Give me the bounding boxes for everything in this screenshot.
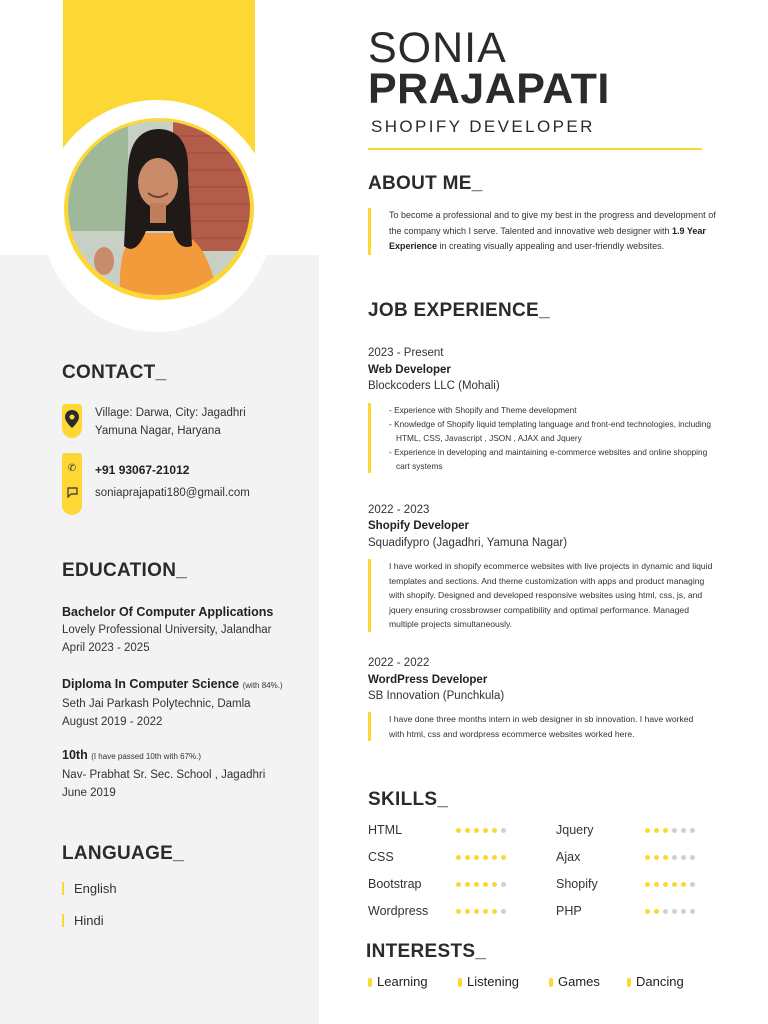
skill-dot [492,828,497,833]
skill-dot [654,882,659,887]
last-name: PRAJAPATI [368,65,610,113]
phone-number[interactable]: +91 93067-21012 [95,463,190,477]
education-item [62,746,312,802]
education-note: (with 84%.) [242,681,283,690]
skill-dot [465,882,470,887]
skill-dot [492,882,497,887]
language-item: Hindi [62,914,104,927]
skill-dot [456,909,461,914]
education-dates: August 2019 - 2022 [62,716,163,728]
experience-heading: JOB EXPERIENCE_ [368,300,550,321]
first-name: SONIA [368,24,507,72]
skill-level-dots [456,882,506,887]
skill-dot [681,855,686,860]
skill-level-dots [456,828,506,833]
skill-dot [501,882,506,887]
education-note: (I have passed 10th with 67%.) [91,752,202,761]
language-item: English [62,882,117,895]
address-line-1: Village: Darwa, City: Jagadhri [95,407,246,419]
skill-name: Jquery [556,823,594,837]
education-school: Seth Jai Parkash Polytechnic, Damla [62,698,251,710]
skills-heading: SKILLS_ [368,789,449,810]
email-address[interactable]: soniaprajapati180@gmail.com [95,487,250,499]
skill-name: PHP [556,904,582,918]
education-degree: Diploma In Computer Science [62,677,240,691]
skill-dot [501,828,506,833]
skill-dot [654,855,659,860]
skill-dot [681,909,686,914]
skill-dot [681,828,686,833]
skill-dot [474,828,479,833]
skill-dot [465,855,470,860]
skill-level-dots [456,855,506,860]
skill-dot [681,882,686,887]
skill-dot [645,882,650,887]
skill-dot [654,828,659,833]
education-school: Nav- Prabhat Sr. Sec. School , Jagadhri [62,769,266,781]
skill-name: Shopify [556,877,598,891]
skill-dot [492,855,497,860]
skill-name: Ajax [556,850,581,864]
education-school: Lovely Professional University, Jalandhar [62,624,272,636]
skill-dot [456,855,461,860]
skill-dot [690,855,695,860]
skill-dot [645,855,650,860]
skill-level-dots [645,882,695,887]
job-role: WordPress Developer [368,674,488,686]
job-dates: 2022 - 2022 [368,657,430,669]
skill-dot [645,828,650,833]
header-divider [368,148,702,150]
job-company: SB Innovation (Punchkula) [368,690,505,702]
skill-dot [483,882,488,887]
job-dates: 2022 - 2023 [368,504,430,516]
experience-highlight: 1.9 Year Experience [389,225,706,251]
job-company: Blockcoders LLC (Mohali) [368,380,500,392]
job-bullets [368,403,720,473]
skill-dot [492,909,497,914]
skill-level-dots [645,828,695,833]
job-bullet: - Experience with Shopify and Theme development [389,405,577,415]
about-heading: ABOUT ME_ [368,173,483,194]
skill-dot [483,855,488,860]
skill-dot [465,828,470,833]
skill-dot [663,909,668,914]
skill-level-dots [456,909,506,914]
job-bullet: - Knowledge of Shopify liquid templating language and front-end technologies, including HTML, CSS, Javascript , JSON , AJAX and Jquery [389,419,711,443]
skill-dot [663,855,668,860]
skill-dot [672,855,677,860]
skill-dot [654,909,659,914]
location-pin-icon [65,410,79,428]
about-text-part: To become a professional and to give my best in the progress and development of the company which I serve. Talented and innovative web designer with [389,210,716,236]
skill-level-dots [645,909,695,914]
skill-name: CSS [368,850,394,864]
skill-name: HTML [368,823,403,837]
job-dates: 2023 - Present [368,347,444,359]
skill-dot [690,909,695,914]
skill-name: Bootstrap [368,877,422,891]
skill-dot [474,909,479,914]
education-dates: June 2019 [62,787,116,799]
skill-dot [474,882,479,887]
chat-icon [66,487,78,499]
about-text-part: in creating visually appealing and user-friendly websites. [437,241,665,251]
education-degree: 10th [62,748,88,762]
skill-dot [483,909,488,914]
location-badge [62,404,82,438]
education-item [62,675,312,731]
education-heading: EDUCATION_ [62,560,188,581]
education-dates: April 2023 - 2025 [62,642,150,654]
job-bullet: - Experience in developing and maintaining e-commerce websites and online shopping cart systems [389,447,708,471]
interest-item: Games [549,974,600,989]
interest-item: Dancing [627,974,684,989]
skill-dot [456,882,461,887]
interest-item: Listening [458,974,519,989]
skill-dot [690,882,695,887]
skill-dot [690,828,695,833]
skill-name: Wordpress [368,904,429,918]
skill-dot [645,909,650,914]
phone-icon: ✆ [67,463,77,474]
skill-dot [474,855,479,860]
profile-photo [68,121,250,295]
skill-dot [663,882,668,887]
address-line-2: Yamuna Nagar, Haryana [95,425,221,437]
interests-heading: INTERESTS_ [366,941,487,962]
contact-heading: CONTACT_ [62,362,167,383]
interest-item: Learning [368,974,428,989]
skill-dot [483,828,488,833]
job-description: I have done three months intern in web designer in sb innovation. I have worked with html, css and wordpress ecommerce websites worked here. [368,712,698,741]
skill-dot [672,828,677,833]
skill-dot [663,828,668,833]
skill-dot [672,882,677,887]
skill-dot [672,909,677,914]
skill-dot [465,909,470,914]
about-text [368,208,720,255]
education-item [62,603,312,657]
education-degree: Bachelor Of Computer Applications [62,605,274,619]
skill-dot [456,828,461,833]
skill-level-dots [645,855,695,860]
language-heading: LANGUAGE_ [62,843,184,864]
skill-dot [501,909,506,914]
job-title: SHOPIFY DEVELOPER [371,117,595,136]
skill-dot [501,855,506,860]
job-role: Shopify Developer [368,520,469,532]
phone-email-badge [62,453,82,515]
job-role: Web Developer [368,364,451,376]
job-company: Squadifypro (Jagadhri, Yamuna Nagar) [368,537,568,549]
job-description: I have worked in shopify ecommerce websites with live projects in dynamic and liquid templates and sections. And theme customization with apps and product managing with shopify. Designed and developed responsive websites using html, css, js, and jquery ensuring crossbrowser compatibility and optimal performance. Managed multiple projects simultaneously. [368,559,720,632]
